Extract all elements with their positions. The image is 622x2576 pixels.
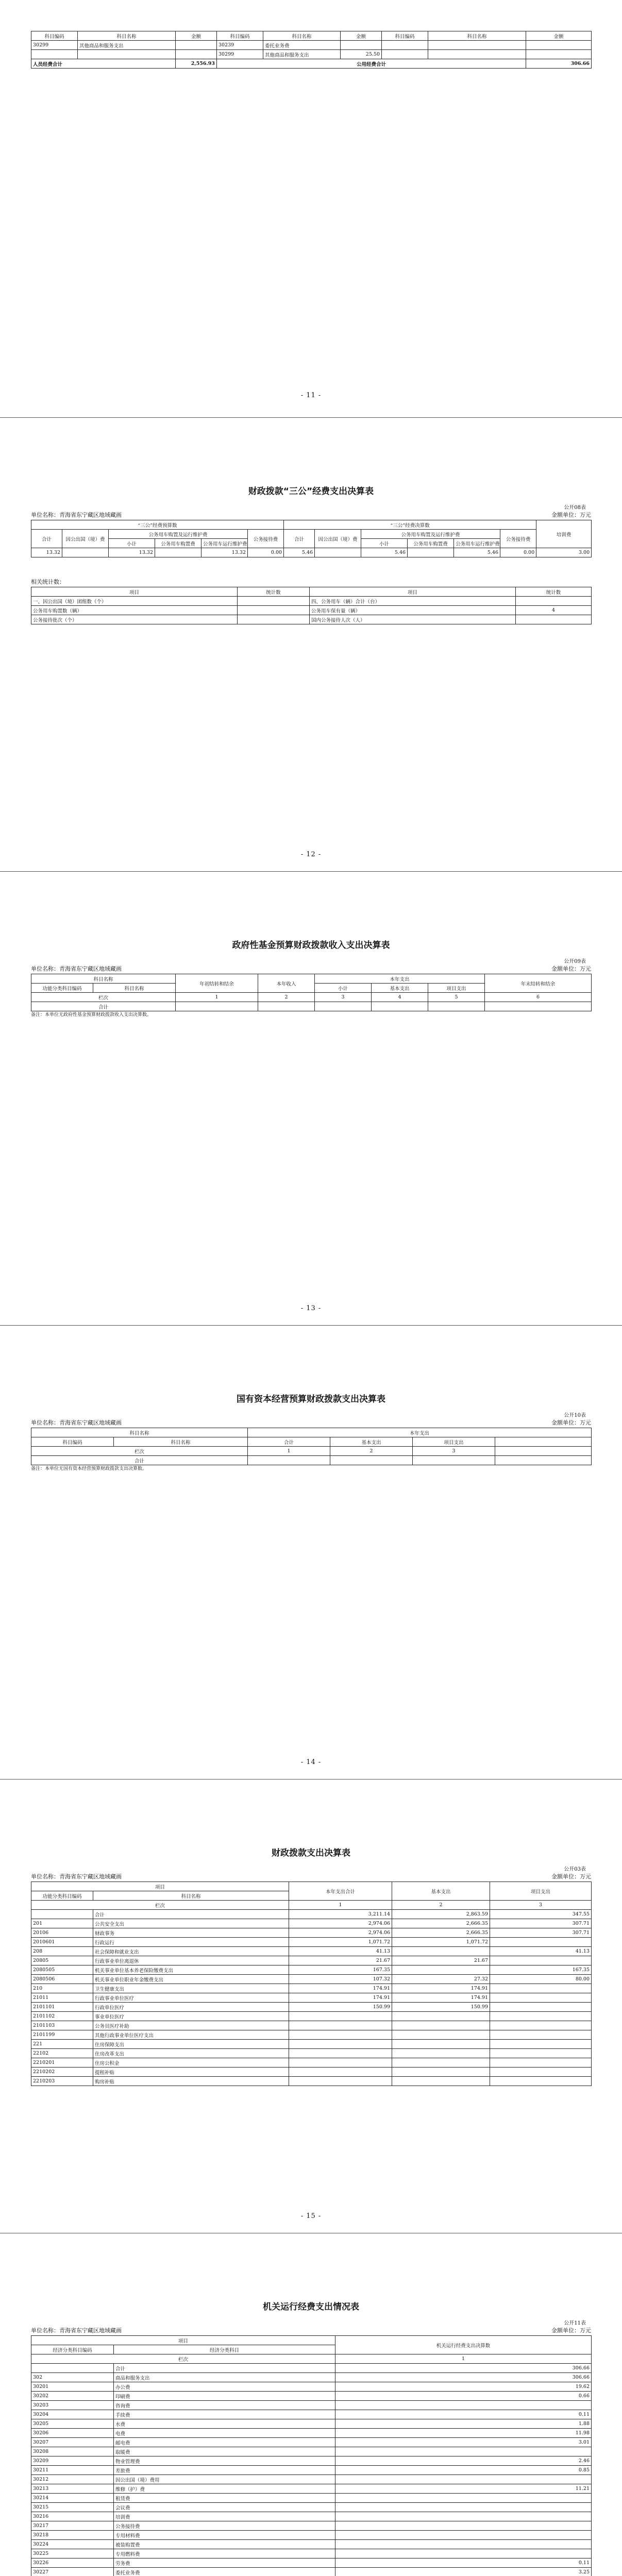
table-row: 2101103 公务员医疗补助 [31, 2021, 592, 2030]
page-15: 财政拨款支出决算表 公开03表 单位名称：青海省东宁藏区地域藏画 金额单位：万元 项目 本年支出合计 基本支出 项目支出 功能分类科目编码 科目名称 栏次 1 2 3 合计 3,211.14 2,863.59 347.55 201 公共安全支出 2,974.06 2,666.35 307.71 20106 财政事务 2,974.06 2,666.35 307.71 2010601 行政运行 1,071.72 1,071.72 208 社会保障和就业支出 41.13 41.13 20805 行政事业单位离退休 21.67 21.67 2080505 机关事业单位基本养老保险缴费支出 167.35 167.35 2080506 机关事业单位职业年金缴费支出 107.32 27.32 80.00 210 卫生健康支出 174.91 174.91 21011 行政事业单位医疗 174.91 174.91 2101101 行政单位医疗 150.99 150.99 2101102 事业单位医疗 2101103 公务员医疗补助 2101199 其他行政事业单位医疗支出 221 住房保障支出 22102 住房改革支出 2210201 住房公积金 2210202 提租补贴 2210203 购房补贴 - 15 - [0, 1780, 622, 2233]
table-row: 30208 取暖费 [31, 2447, 592, 2456]
table-row: 21011 行政事业单位医疗 174.91 174.91 [31, 1993, 592, 2003]
table-row: 30203 咨询费 [31, 2401, 592, 2410]
table-row: 30204 手续费 0.11 [31, 2410, 592, 2419]
total-row: 合计 [31, 1456, 592, 1465]
page-title: 财政拨款支出决算表 [272, 1848, 350, 1858]
table-row: 30217 公务接待费 [31, 2521, 592, 2531]
unit-name: 单位名称：青海省东宁藏区地域藏画 [31, 512, 122, 518]
header-cell: 金额 [341, 31, 382, 41]
table-row: 210 卫生健康支出 174.91 174.91 [31, 1984, 592, 1993]
table-row: 合计 306.66 [31, 2364, 592, 2373]
header-cell: 金额 [526, 31, 592, 41]
page-13: 政府性基金预算财政拨款收入支出决算表 公开09表 单位名称：青海省东宁藏区地域藏画 金额单位：万元 科目名称 年初结转和结余 本年收入 本年支出 年末结转和结余 功能分类科目编码 科目名称 小计 基本支出 项目支出 栏次 1 2 3 4 5 6 合计 备注：本单位无政府性基金预算财政拨款收入支出决算数。 - 13 - [0, 872, 622, 1325]
header-cell: 科目编码 [217, 31, 263, 41]
table-code: 公开03表 [564, 1867, 586, 1872]
page-title: 国有资本经营预算财政拨款支出决算表 [237, 1394, 385, 1404]
actual-group-header: “三公”经费决算数 [284, 520, 536, 530]
page-title: 政府性基金预算财政拨款收入支出决算表 [232, 940, 390, 951]
three-public-expense-table: “三公”经费预算数 “三公”经费决算数 培训费 合计 因公出国（境）费 公务用车购置及运行维护费 公务接待费 合计 因公出国（境）费 公务用车购置及运行维护费 公务接待费 小计 公务用车购置费 公务用车运行维护费 小计 公务用车购置费 公务用车运行维护费 13.32 13.32 13.32 0.00 5.46 5.46 5.46 0.00 3.00 [31, 520, 592, 557]
page-16: 机关运行经费支出情况表 公开11表 单位名称：青海省东宁藏区地域藏画 金额单位：万元 项目 机关运行经费支出决算数 经济分类科目编码 经济分类科目 栏次 1 合计 306.66 302 商品和服务支出 306.66 30201 办公费 19.62 30202 印刷费 0.66 30203 咨询费 30204 手续费 0.11 30205 水费 1.88 30206 电费 11.98 30207 邮电费 3.01 30208 取暖费 30209 物业管理费 2.46 30211 差旅费 0.85 30212 因公出国（境）费用 30213 维修（护）费 11.21 30214 租赁费 30215 会议费 30216 培训费 30217 公务接待费 30218 专用材料费 30224 被装购置费 30225 专用燃料费 30226 劳务费 0.11 30227 委托业务费 3.25 [0, 2233, 622, 2576]
table-code: 公开10表 [564, 1413, 586, 1418]
page-14: 国有资本经营预算财政拨款支出决算表 公开10表 单位名称：青海省东宁藏区地域藏画 金额单位：万元 科目名称 本年支出 科目编码 科目名称 合计 基本支出 项目支出 栏次 1 2 3 合计 备注：本单位无国有资本经营预算财政拨款支出决算数。 - 14 - [0, 1326, 622, 1779]
table-row: 30227 委托业务费 3.25 [31, 2568, 592, 2576]
table-row: 30201 办公费 19.62 [31, 2382, 592, 2392]
table-row: 2210202 提租补贴 [31, 2067, 592, 2077]
unit-label: 金额单位：万元 [551, 512, 591, 518]
table-row: 221 住房保障支出 [31, 2040, 592, 2049]
page-number: - 12 - [300, 851, 322, 858]
table-row: 2101199 其他行政事业单位医疗支出 [31, 2030, 592, 2040]
table-row: 30218 专用材料费 [31, 2531, 592, 2540]
table-row: 2210201 住房公积金 [31, 2058, 592, 2067]
header-cell: 科目名称 [78, 31, 176, 41]
table-row: 2210203 购房补贴 [31, 2077, 592, 2086]
header-cell: 科目编码 [31, 31, 78, 41]
table-note: 备注：本单位无国有资本经营预算财政拨款支出决算数。 [31, 1466, 147, 1471]
table-row: 20805 行政事业单位离退休 21.67 21.67 [31, 1956, 592, 1965]
personnel-total-value: 2,556.93 [176, 59, 217, 69]
table-row: 30215 会议费 [31, 2503, 592, 2512]
table-code: 公开09表 [564, 959, 586, 964]
operating-expense-table: 项目 机关运行经费支出决算数 经济分类科目编码 经济分类科目 栏次 1 合计 306.66 302 商品和服务支出 306.66 30201 办公费 19.62 30202 印刷费 0.66 30203 咨询费 30204 手续费 0.11 30205 水费 1.88 30206 电费 11.98 30207 邮电费 3.01 30208 取暖费 30209 物业管理费 2.46 30211 差旅费 0.85 30212 因公出国（境）费用 30213 维修（护）费 11.21 30214 租赁费 30215 会议费 30216 培训费 30217 公务接待费 30218 专用材料费 30224 被装购置费 30225 专用燃料费 30226 劳务费 0.11 30227 委托业务费 3.25 [31, 2335, 592, 2576]
stat-table: 项目 统计数 项目 统计数 一、因公出国（境）团组数（个） 四、公务用车（辆）合计（台） 公务用车购置数（辆） 公务用车保有量（辆） 4 公务接待批次（个） 国内公务接待人次（人） [31, 587, 592, 624]
table-row: 20106 财政事务 2,974.06 2,666.35 307.71 [31, 1928, 592, 1938]
table-row: 30299 其他商品和服务支出 30239 委托业务费 [31, 41, 592, 50]
header-cell: 科目编码 [382, 31, 428, 41]
operating-expense-rows [31, 2364, 592, 2576]
header-cell: 科目名称 [263, 31, 341, 41]
table-row: 30216 培训费 [31, 2512, 592, 2521]
page-title: 财政拨款“三公”经费支出决算表 [248, 486, 374, 497]
total-row: 合计 [31, 1002, 592, 1011]
page-number: - 13 - [300, 1304, 322, 1312]
header-cell: 科目名称 [428, 31, 526, 41]
page-number: - 15 - [300, 2212, 322, 2220]
training-header: 培训费 [536, 520, 592, 548]
table-row: 30226 劳务费 0.11 [31, 2558, 592, 2568]
table-row: 2101101 行政单位医疗 150.99 150.99 [31, 2003, 592, 2012]
page-12: 财政拨款“三公”经费支出决算表 公开08表 单位名称：青海省东宁藏区地域藏画 金额单位：万元 “三公”经费预算数 “三公”经费决算数 培训费 合计 因公出国（境）费 公务用车购置及运行维护费 公务接待费 合计 因公出国（境）费 公务用车购置及运行维护费 公务接待费 小计 公务用车购置费 公务用车运行维护费 小计 公务用车购置费 公务用车运行维护费 13.32 13.32 13.32 0.00 5.46 5.46 5.46 0.00 3.00 相关统计数： 项目 统计数 项目 统计数 一、因公出国（境）团组数（个） 四、公务用车（辆）合计（台） 公务用车购置数（辆） 公务用车保有量（辆） 4 公务接待批次（个） 国内公务接待人次（人） - 12 - [0, 418, 622, 871]
table-row: 合计 3,211.14 2,863.59 347.55 [31, 1910, 592, 1919]
table-row: 30213 维修（护）费 11.21 [31, 2484, 592, 2494]
table-row: 公务接待批次（个） 国内公务接待人次（人） [31, 615, 592, 624]
table-row: 2080505 机关事业单位基本养老保险缴费支出 167.35 167.35 [31, 1965, 592, 1975]
table-row: 208 社会保障和就业支出 41.13 41.13 [31, 1947, 592, 1956]
state-capital-table: 科目名称 本年支出 科目编码 科目名称 合计 基本支出 项目支出 栏次 1 2 3 合计 [31, 1428, 592, 1465]
table-row: 13.32 13.32 13.32 0.00 5.46 5.46 5.46 0.00 3.00 [31, 548, 592, 557]
fiscal-expense-rows [31, 1910, 592, 2086]
public-total-value: 306.66 [526, 59, 592, 69]
page-number: - 11 - [300, 392, 322, 399]
page-number: - 14 - [300, 1758, 322, 1766]
table-row: 30224 被装购置费 [31, 2540, 592, 2549]
public-total-label: 公用经费合计 [217, 59, 526, 69]
personnel-total-label: 人员经费合计 [31, 59, 176, 69]
table-row: 30211 差旅费 0.85 [31, 2466, 592, 2475]
fiscal-expense-table: 项目 本年支出合计 基本支出 项目支出 功能分类科目编码 科目名称 栏次 1 2 3 合计 3,211.14 2,863.59 347.55 201 公共安全支出 2,974.06 2,666.35 307.71 20106 财政事务 2,974.06 2,666.35 307.71 2010601 行政运行 1,071.72 1,071.72 208 社会保障和就业支出 41.13 41.13 20805 行政事业单位离退休 21.67 21.67 2080505 机关事业单位基本养老保险缴费支出 167.35 167.35 2080506 机关事业单位职业年金缴费支出 107.32 27.32 80.00 210 卫生健康支出 174.91 174.91 21011 行政事业单位医疗 174.91 174.91 2101101 行政单位医疗 150.99 150.99 2101102 事业单位医疗 2101103 公务员医疗补助 2101199 其他行政事业单位医疗支出 221 住房保障支出 22102 住房改革支出 2210201 住房公积金 2210202 提租补贴 2210203 购房补贴 [31, 1882, 592, 2086]
table-row: 30207 邮电费 3.01 [31, 2438, 592, 2447]
gov-fund-table: 科目名称 年初结转和结余 本年收入 本年支出 年末结转和结余 功能分类科目编码 科目名称 小计 基本支出 项目支出 栏次 1 2 3 4 5 6 合计 [31, 974, 592, 1011]
table-note: 备注：本单位无政府性基金预算财政拨款收入支出决算数。 [31, 1012, 152, 1018]
table-row: 22102 住房改革支出 [31, 2049, 592, 2058]
table-row: 30212 因公出国（境）费用 [31, 2475, 592, 2484]
table-row: 30299 其他商品和服务支出 25.50 [31, 50, 592, 59]
header-cell: 金额 [176, 31, 217, 41]
table-row: 30214 租赁费 [31, 2494, 592, 2503]
table-row: 30209 物业管理费 2.46 [31, 2456, 592, 2466]
table-row: 公务用车购置数（辆） 公务用车保有量（辆） 4 [31, 606, 592, 615]
budget-group-header: “三公”经费预算数 [31, 520, 284, 530]
table-row: 2101102 事业单位医疗 [31, 2012, 592, 2021]
table-row: 302 商品和服务支出 306.66 [31, 2373, 592, 2382]
personnel-public-expense-table-tail [31, 31, 592, 69]
table-code: 公开11表 [564, 2320, 586, 2326]
table-row: 30225 专用燃料费 [31, 2549, 592, 2558]
table-code: 公开08表 [564, 505, 586, 511]
table-row: 2080506 机关事业单位职业年金缴费支出 107.32 27.32 80.00 [31, 1975, 592, 1984]
table-row: 一、因公出国（境）团组数（个） 四、公务用车（辆）合计（台） [31, 597, 592, 606]
page-11 [0, 0, 622, 417]
table-row: 2010601 行政运行 1,071.72 1,071.72 [31, 1938, 592, 1947]
table-row: 30205 水费 1.88 [31, 2419, 592, 2429]
table-row: 201 公共安全支出 2,974.06 2,666.35 307.71 [31, 1919, 592, 1928]
table-row: 30202 印刷费 0.66 [31, 2392, 592, 2401]
table-row: 30206 电费 11.98 [31, 2429, 592, 2438]
page-title: 机关运行经费支出情况表 [263, 2302, 359, 2312]
total-row [31, 59, 592, 69]
